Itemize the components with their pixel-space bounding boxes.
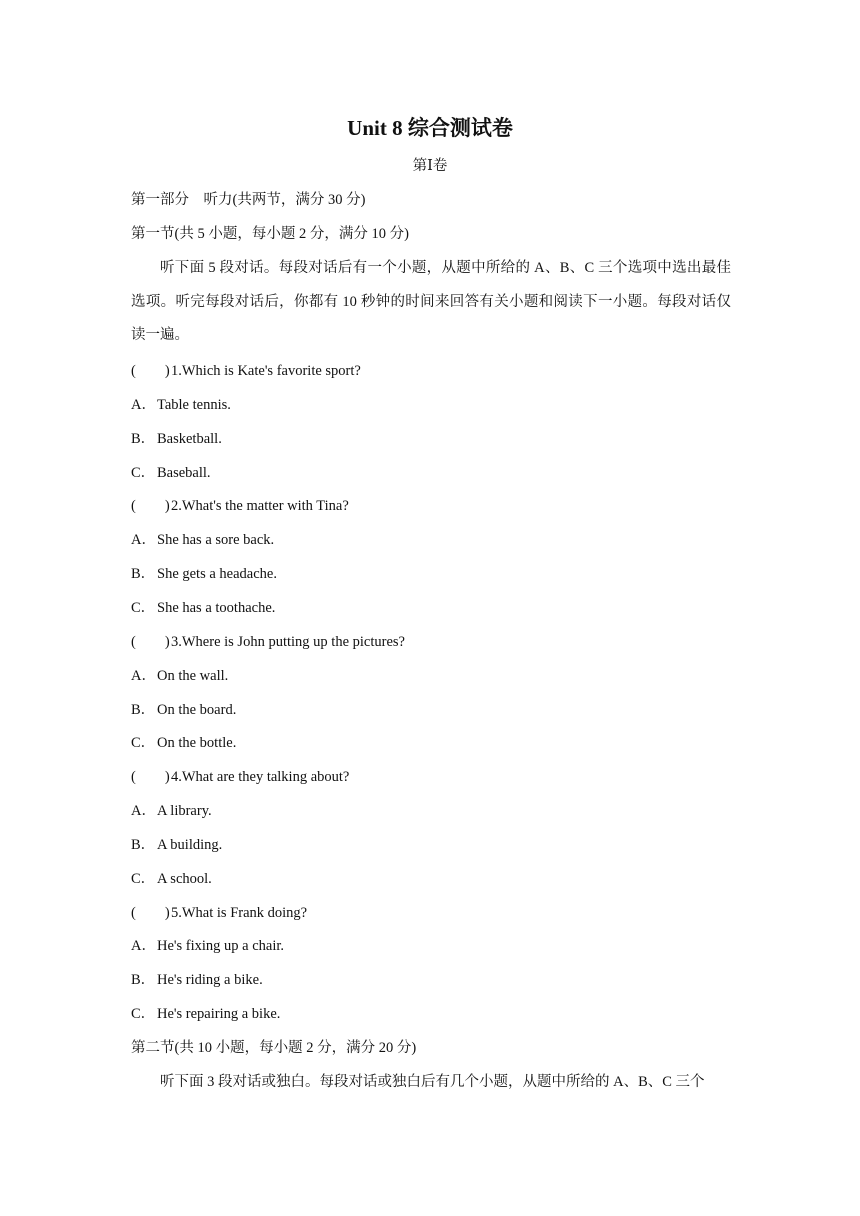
answer-blank[interactable]: ( ): [131, 904, 170, 921]
option-letter: B．: [131, 836, 156, 853]
option-text: Baseball.: [157, 464, 211, 481]
question-stem: [131, 632, 731, 652]
option-a: [131, 801, 731, 821]
section-two-instructions: 听下面 3 段对话或独白。每段对话或独白后有几个小题，从题中所给的 A、B、C 三个: [160, 1073, 705, 1090]
answer-blank[interactable]: ( ): [131, 498, 170, 515]
question-text: 4.What are they talking about?: [171, 769, 350, 786]
answer-blank[interactable]: ( ): [131, 633, 170, 650]
option-text: Table tennis.: [157, 396, 231, 413]
exam-body: [131, 190, 731, 1092]
option-c: [131, 463, 731, 483]
option-letter: A．: [131, 667, 156, 684]
option-letter: C．: [131, 1006, 156, 1023]
question-stem: [131, 361, 731, 381]
option-letter: A．: [131, 938, 156, 955]
option-c: [131, 1004, 731, 1024]
question-text: 1.Which is Kate's favorite sport?: [171, 363, 361, 380]
volume-label: 第Ⅰ卷: [412, 158, 448, 174]
option-b: [131, 835, 731, 855]
option-text: Basketball.: [157, 430, 222, 447]
option-text: On the wall.: [157, 667, 229, 684]
option-text: She has a sore back.: [157, 532, 275, 549]
option-text: A building.: [157, 836, 223, 853]
section-two-heading: 第二节(共 10 小题，每小题 2 分，满分 20 分): [131, 1039, 417, 1056]
option-b: [131, 564, 731, 584]
option-c: [131, 733, 731, 753]
option-letter: B．: [131, 972, 156, 989]
option-text: He's riding a bike.: [157, 972, 263, 989]
option-c: [131, 869, 731, 889]
question-text: 2.What's the matter with Tina?: [171, 498, 349, 515]
section-one-heading: 第一节(共 5 小题，每小题 2 分，满分 10 分): [131, 225, 409, 242]
option-text: A school.: [157, 870, 212, 887]
option-c: [131, 598, 731, 618]
question-list: [131, 361, 731, 1024]
option-text: She gets a headache.: [157, 566, 277, 583]
option-letter: A．: [131, 396, 156, 413]
part-one-heading: 第一部分 听力(共两节，满分 30 分): [131, 192, 366, 208]
option-letter: B．: [131, 566, 156, 583]
question-stem: [131, 767, 731, 787]
option-letter: A．: [131, 532, 156, 549]
answer-blank[interactable]: ( ): [131, 363, 170, 380]
option-letter: C．: [131, 735, 156, 752]
option-b: [131, 429, 731, 449]
question-stem: [131, 496, 731, 516]
option-a: [131, 395, 731, 415]
option-text: He's fixing up a chair.: [157, 938, 285, 955]
option-b: [131, 700, 731, 720]
option-letter: A．: [131, 803, 156, 820]
answer-blank[interactable]: ( ): [131, 769, 170, 786]
option-text: On the bottle.: [157, 735, 237, 752]
option-b: [131, 970, 731, 990]
option-a: [131, 666, 731, 686]
option-letter: B．: [131, 430, 156, 447]
document-title: Unit 8 综合测试卷: [347, 116, 513, 140]
option-letter: C．: [131, 599, 156, 616]
option-a: [131, 530, 731, 550]
option-text: He's repairing a bike.: [157, 1006, 281, 1023]
option-text: She has a toothache.: [157, 599, 276, 616]
question-text: 3.Where is John putting up the pictures?: [171, 633, 405, 650]
question-stem: [131, 903, 731, 923]
option-text: A library.: [157, 803, 212, 820]
option-letter: B．: [131, 701, 156, 718]
option-letter: C．: [131, 870, 156, 887]
section-one-instructions: 听下面 5 段对话。每段对话后有一个小题，从题中所给的 A、B、C 三个选项中选出最佳选项。听完每段对话后，你都有 10 秒钟的时间来回答有关小题和阅读下一小题。每段对话仅读一遍。: [131, 259, 731, 344]
option-a: [131, 936, 731, 956]
option-text: On the board.: [157, 701, 237, 718]
question-text: 5.What is Frank doing?: [171, 904, 308, 921]
option-letter: C．: [131, 464, 156, 481]
